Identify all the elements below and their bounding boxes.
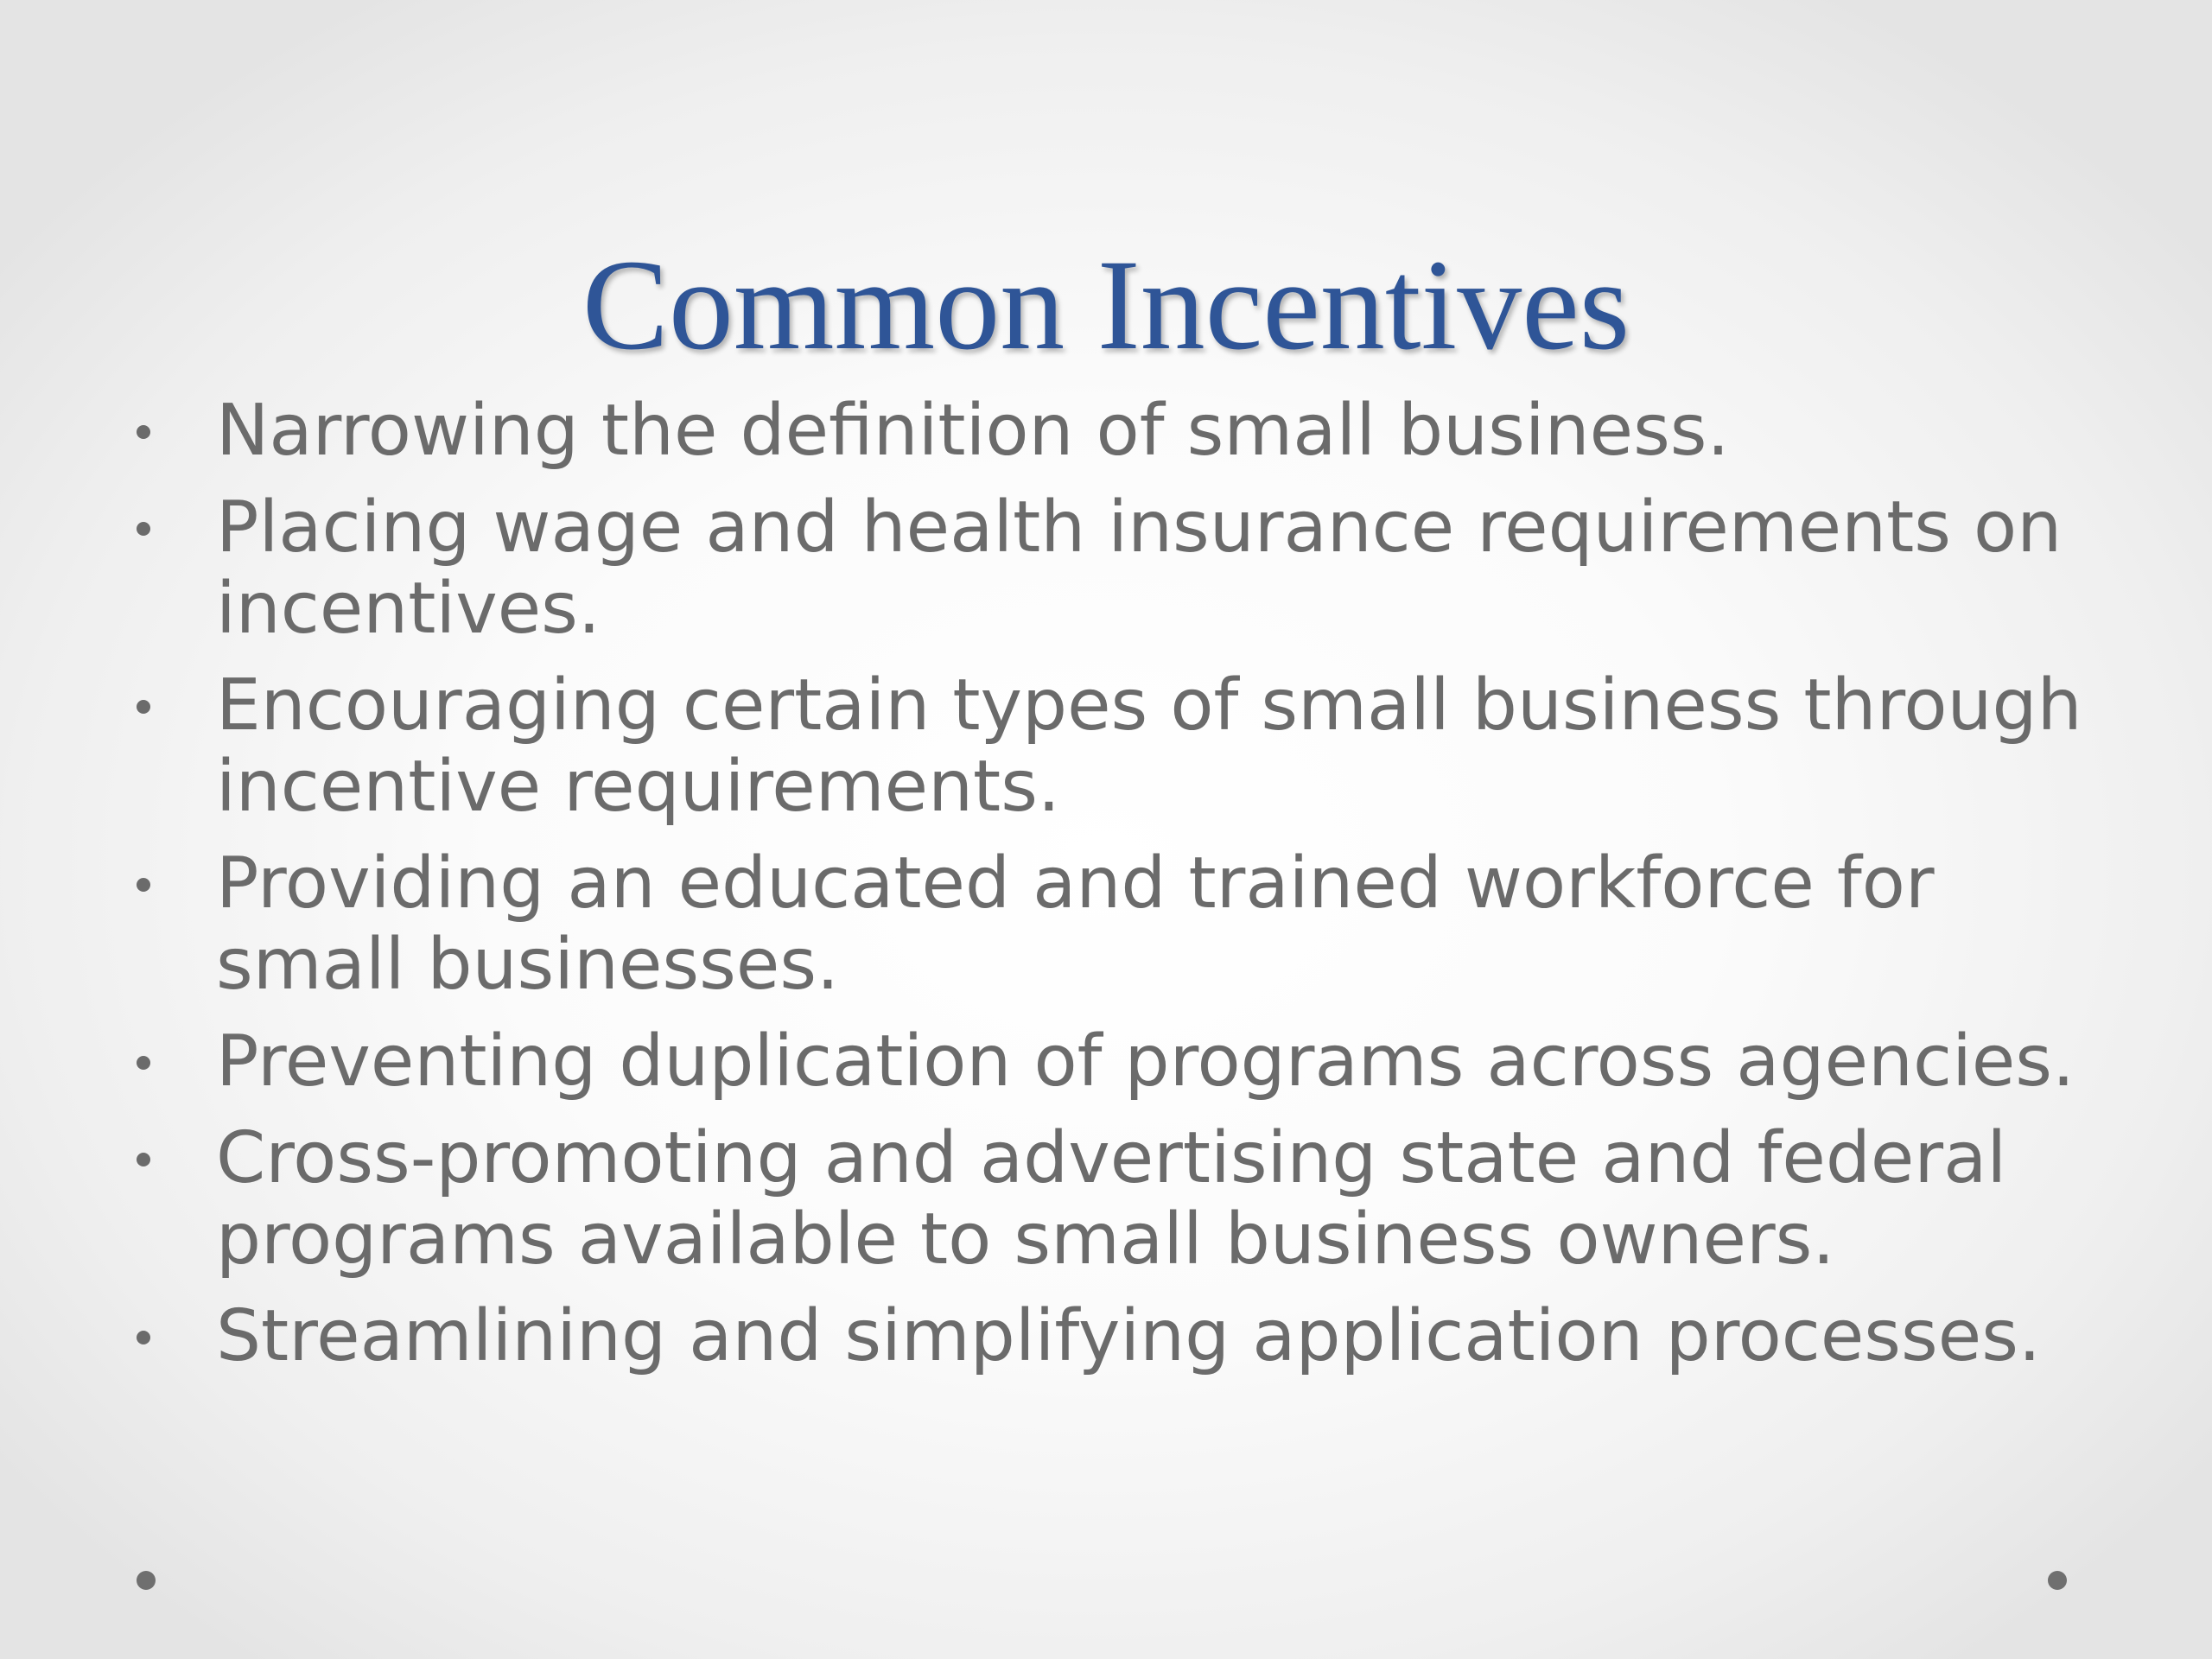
list-item	[130, 487, 2108, 650]
bullet-icon	[137, 522, 150, 536]
bullet-icon	[137, 878, 150, 892]
bullet-icon	[137, 1331, 150, 1344]
bullet-text: Providing an educated and trained workforce for small businesses.	[216, 842, 1935, 1006]
list-item	[130, 665, 2108, 828]
bullet-text: Streamlining and simplifying application processes.	[216, 1295, 2041, 1377]
bullet-text: Encouraging certain types of small business through incentive requirements.	[216, 664, 2082, 828]
bullet-icon	[137, 1153, 150, 1166]
corner-dot-icon-right	[2048, 1571, 2067, 1590]
bullet-text: Narrowing the definition of small business.	[216, 390, 1730, 472]
list-item	[130, 1118, 2108, 1281]
bullet-text: Preventing duplication of programs across agencies.	[216, 1020, 2075, 1103]
bullet-list	[130, 391, 2108, 1393]
bullet-icon	[137, 700, 150, 714]
list-item	[130, 1021, 2108, 1103]
bullet-icon	[137, 1056, 150, 1070]
bullet-text: Cross-promoting and advertising state and federal programs available to small business owners.	[216, 1117, 2007, 1281]
corner-dot-icon-left	[137, 1571, 156, 1590]
bullet-text: Placing wage and health insurance requirements on incentives.	[216, 486, 2063, 650]
list-item	[130, 391, 2108, 472]
list-item	[130, 843, 2108, 1006]
list-item	[130, 1296, 2108, 1377]
bullet-icon	[137, 425, 150, 439]
slide-title: Common Incentives	[582, 233, 1630, 377]
